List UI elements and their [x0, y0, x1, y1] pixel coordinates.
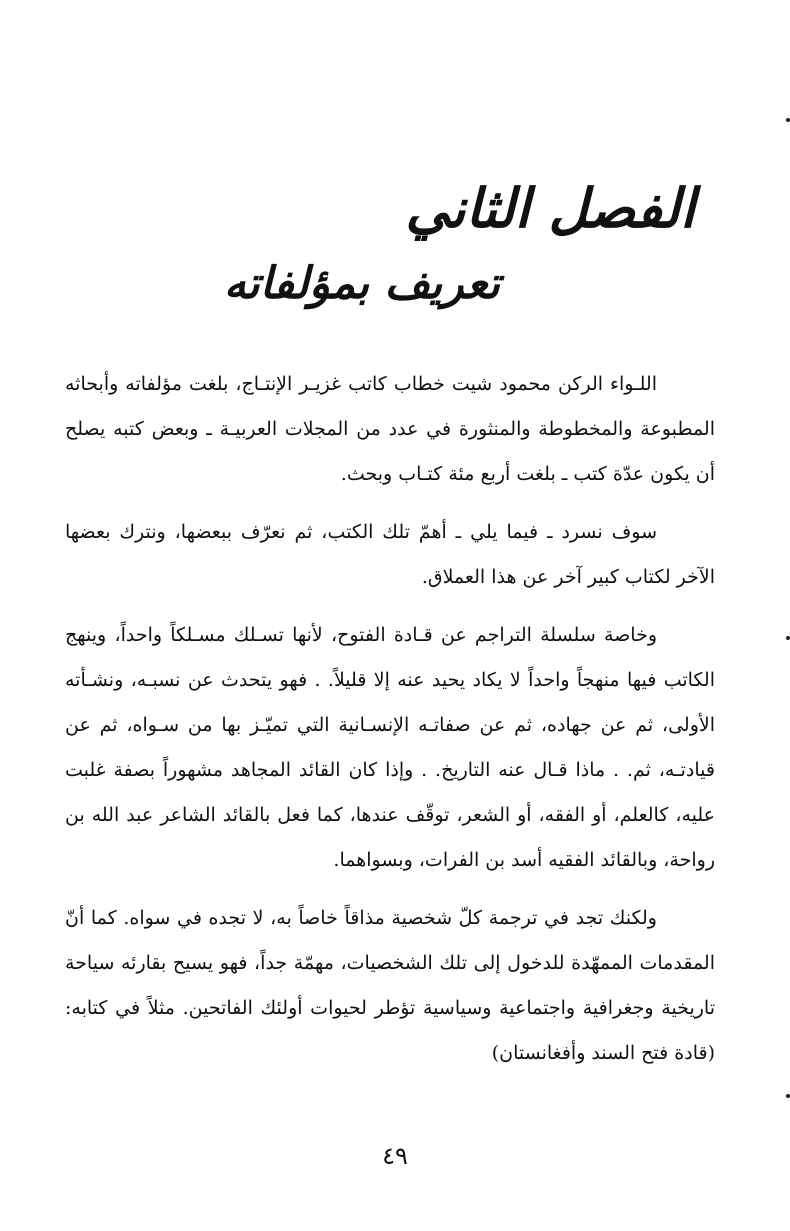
- page-number: ٤٩: [382, 1142, 408, 1170]
- body-text: [65, 362, 715, 1089]
- scan-edge-mark: [786, 1094, 790, 1098]
- paragraph: اللـواء الركن محمود شيت خطاب كاتب غزيـر الإنتـاج، بلغت مؤلفاته وأبحاثه المطبوعة والمخطوطة والمنثورة في عدد من المجلات العربيـة ـ وبعض كتبه يصلح أن يكون عدّة كتب ـ بلغت أربع مئة كتـاب وبحث.: [65, 373, 715, 485]
- paragraph: وخاصة سلسلة التراجم عن قـادة الفتوح، لأنها تسـلك مسـلكاً واحداً، وينهج الكاتب فيها منهجاً واحداً لا يكاد يحيد عنه إلا قليلاً. . فهو يتحدث عن نسبـه، ونشـأته الأولى، ثم عن جهاده، ثم عن صفاتـه الإنسـانية التي تميّـز بها من سـواه، ثم عن قيادتـه، ثم. . ماذا قـال عنه التاريخ. . وإذا كان القائد المجاهد مشهوراً بصفة غلبت عليه، كالعلم، أو الفقه، أو الشعر، توقّف عندها، كما فعل بالقائد الشاعر عبد الله بن رواحة، وبالقائد الفقيه أسد بن الفرات، وبسواهما.: [65, 624, 715, 871]
- paragraph: سوف نسرد ـ فيما يلي ـ أهمّ تلك الكتب، ثم نعرّف ببعضها، ونترك بعضها الآخر لكتاب كبير آخر عن هذا العملاق.: [65, 521, 715, 588]
- chapter-subtitle: تعريف بمؤلفاته: [223, 258, 500, 309]
- chapter-title: الفصل الثاني: [405, 176, 695, 240]
- scan-edge-mark: [786, 636, 790, 640]
- paragraph: ولكنك تجد في ترجمة كلّ شخصية مذاقاً خاصاً به، لا تجده في سواه. كما أنّ المقدمات الممهّدة للدخول إلى تلك الشخصيات، مهمّة جداً، فهو يسيح بقارئه سياحة تاريخية وجغرافية واجتماعية وسياسية تؤطر لحيوات أولئك الفاتحين. مثلاً في كتابه: (قادة فتح السند وأفغانستان): [65, 907, 715, 1064]
- scan-edge-mark: [786, 118, 790, 122]
